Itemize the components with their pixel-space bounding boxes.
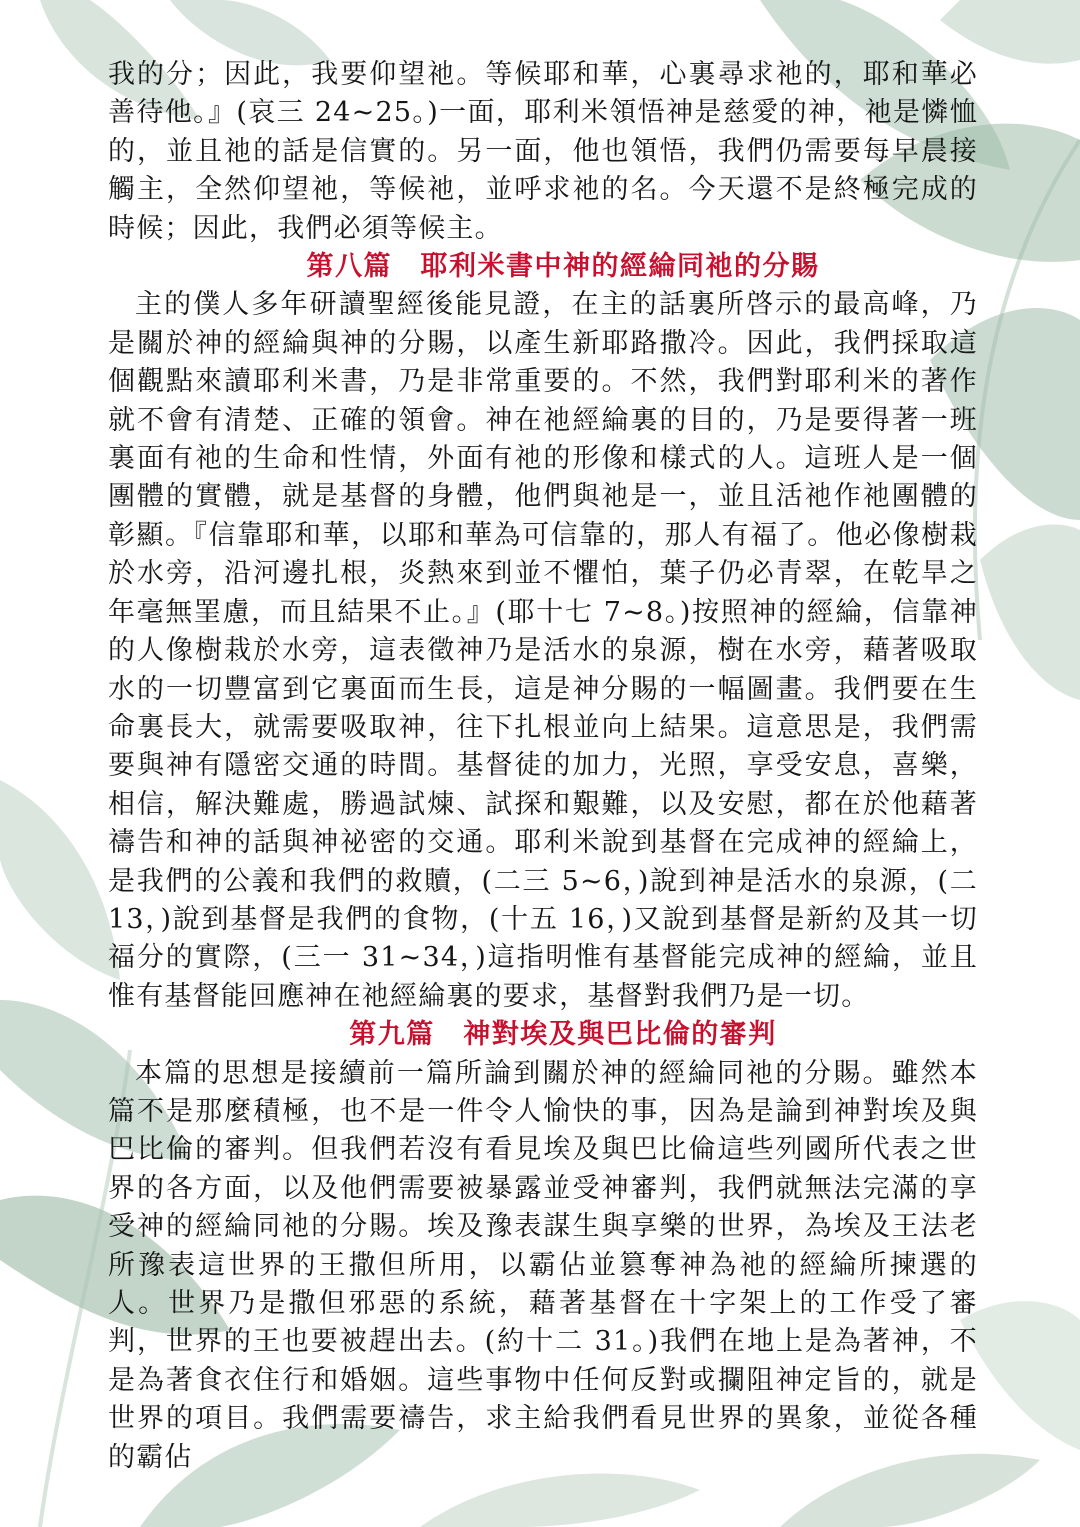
section-9-body: 本篇的思想是接續前一篇所論到關於神的經綸同祂的分賜。雖然本篇不是那麼積極，也不是一件令人愉快的事，因為是論到神對埃及與巴比倫的審判。但我們若沒有看見埃及與巴比倫這些列國所代表之世界的各方面，以及他們需要被暴露並受神審判，我們就無法完滿的享受神的經綸同祂的分賜。埃及豫表謀生與享樂的世界，為埃及王法老所豫表這世界的王撒但所用，以霸佔並篡奪神為祂的經綸所揀選的人。世界乃是撒但邪惡的系統，藉著基督在十字架上的工作受了審判，世界的王也要被趕出去。(約十二 31。)我們在地上是為著神，不是為著食衣住行和婚姻。這些事物中任何反對或攔阻神定旨的，就是世界的項目。我們需要禱告，求主給我們看見世界的異象，並從各種的霸佔 [108, 1057, 978, 1473]
section-8-body: 主的僕人多年研讀聖經後能見證，在主的話裏所啓示的最高峰，乃是關於神的經綸與神的分賜，以產生新耶路撒冷。因此，我們採取這個觀點來讀耶利米書，乃是非常重要的。不然，我們對耶利米的著作就不會有清楚、正確的領會。神在祂經綸裏的目的，乃是要得著一班裏面有祂的生命和性情，外面有祂的形像和樣式的人。這班人是一個團體的實體，就是基督的身體，他們與祂是一，並且活祂作祂團體的彰顯。『信靠耶和華，以耶和華為可信靠的，那人有福了。他必像樹栽於水旁，沿河邊扎根，炎熱來到並不懼怕，葉子仍必青翠，在乾旱之年毫無罣慮，而且結果不止。』(耶十七 7~8。)按照神的經綸，信靠神的人像樹栽於水旁，這表徵神乃是活水的泉源，樹在水旁，藉著吸取水的一切豐富到它裏面而生長，這是神分賜的一幅圖畫。我們要在生命裏長大，就需要吸取神，往下扎根並向上結果。這意思是，我們需要與神有隱密交通的時間。基督徒的加力，光照，享受安息，喜樂，相信，解決難處，勝過試煉、試探和艱難，以及安慰，都在於他藉著禱告和神的話與神祕密的交通。耶利米說到基督在完成神的經綸上，是我們的公義和我們的救贖，(二三 5~6，)說到神是活水的泉源，(二 13，)說到基督是我們的食物，(十五 16，)又說到基督是新約及其一切福分的實際，(三一 31~34，)這指明惟有基督能完成神的經綸，並且惟有基督能回應神在祂經綸裏的要求，基督對我們乃是一切。 [108, 289, 978, 1012]
section-8-heading: 第八篇 耶利米書中神的經綸同祂的分賜 [306, 251, 820, 283]
leaf-decoration [980, 524, 1080, 700]
leaf-decoration [420, 1473, 700, 1527]
document-page [108, 56, 978, 1477]
leaf-decoration [0, 780, 120, 980]
section-9-heading: 第九篇 神對埃及與巴比倫的審判 [349, 1019, 777, 1051]
leaf-decoration [960, 1301, 1080, 1450]
leaf-decoration [940, 0, 1080, 64]
paragraph-continued: 我的分；因此，我要仰望祂。等候耶和華，心裏尋求祂的，耶和華必善待他。』(哀三 24~25。)一面，耶利米領悟神是慈愛的神，祂是憐恤的，並且祂的話是信實的。另一面，他也領悟，我們仍需要每早晨接觸主，全然仰望祂，等候祂，並呼求祂的名。今天還不是終極完成的時候；因此，我們必須等候主。 [108, 59, 978, 244]
